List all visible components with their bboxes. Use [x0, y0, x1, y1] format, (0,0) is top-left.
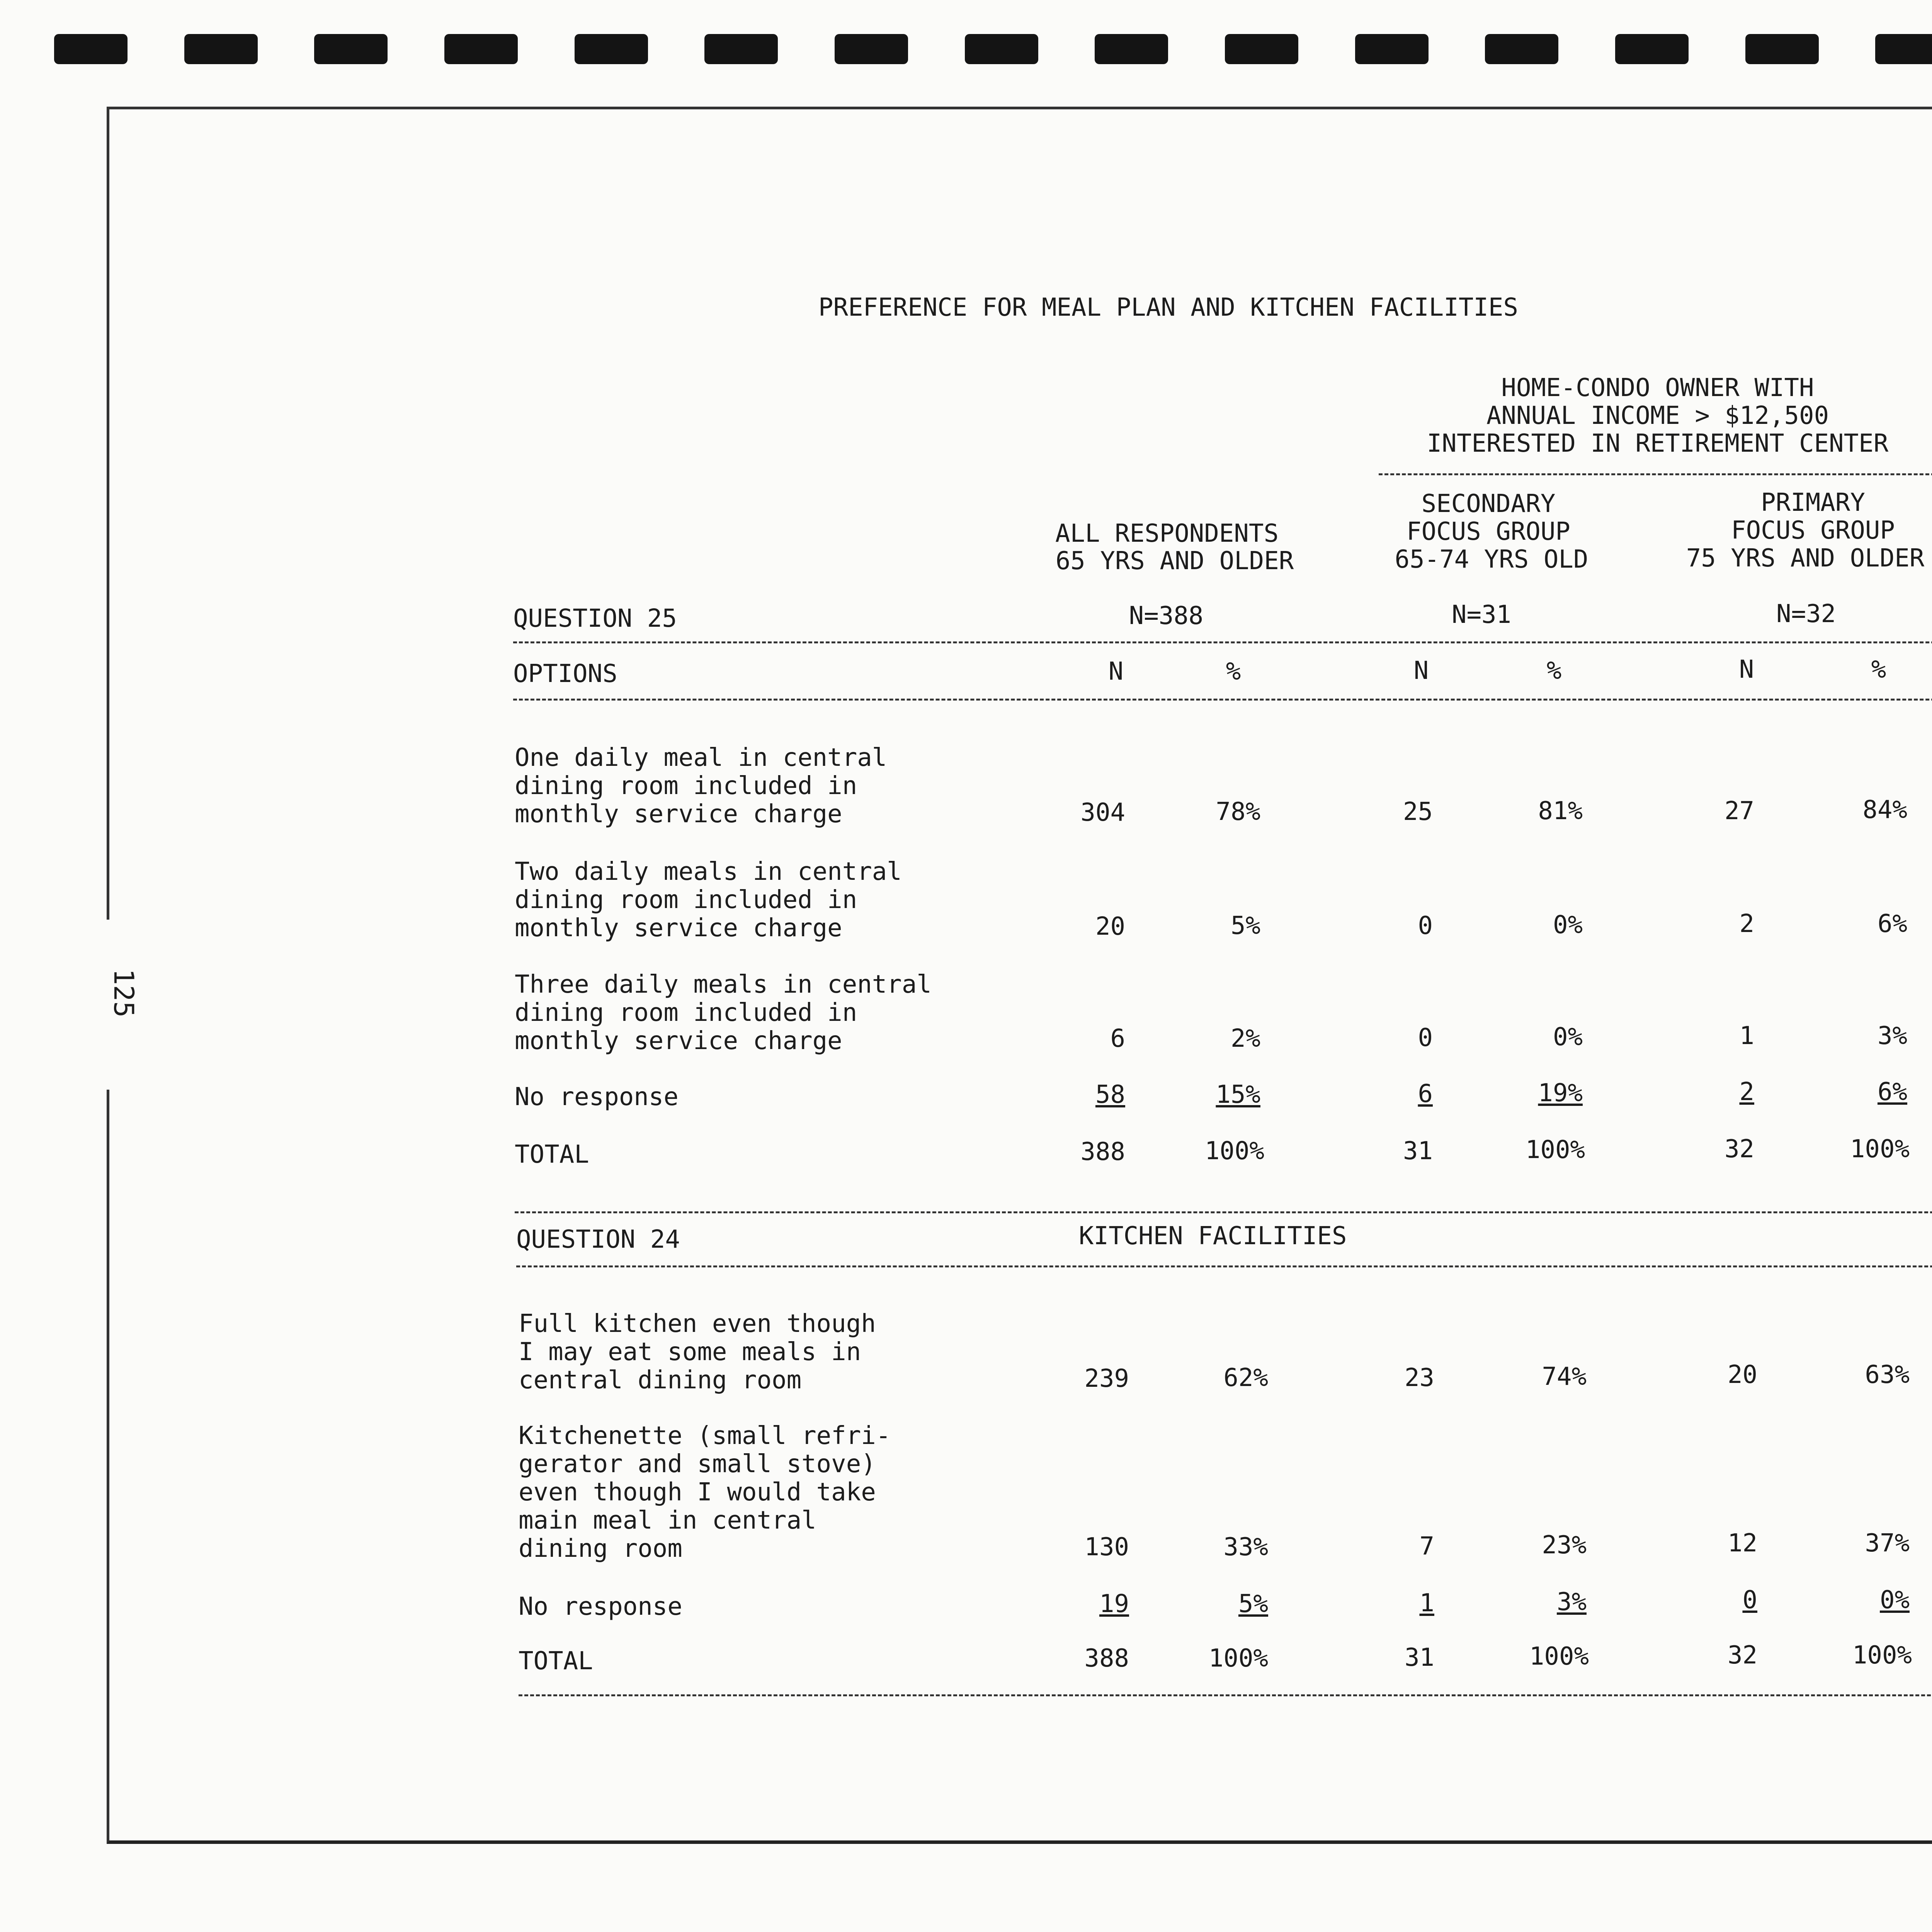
cell-pct: 2%	[1230, 1024, 1260, 1053]
column-header-line: ALL RESPONDENTS	[1055, 519, 1279, 548]
cell-pct: 74%	[1542, 1362, 1587, 1391]
column-n-count: N=31	[1451, 600, 1512, 629]
column-header-line: FOCUS GROUP	[1406, 517, 1570, 546]
cell-n: 31	[1404, 1643, 1434, 1672]
cell-n: 31	[1403, 1137, 1433, 1165]
cell-pct: 23%	[1542, 1531, 1587, 1560]
question-label: QUESTION 25	[513, 604, 677, 633]
option-label: Full kitchen even though I may eat some meals in central dining room	[519, 1310, 876, 1395]
page-title: PREFERENCE FOR MEAL PLAN AND KITCHEN FACILITIES	[818, 293, 1518, 322]
section-heading: KITCHEN FACILITIES	[1079, 1222, 1347, 1250]
cell-n: 0	[1418, 1024, 1433, 1052]
cell-n: 388	[1084, 1644, 1129, 1673]
divider	[1379, 473, 1932, 475]
column-header-line: 65-74 YRS OLD	[1395, 545, 1588, 574]
binder-hole	[835, 34, 908, 64]
cell-pct: 100%	[1529, 1642, 1589, 1671]
binder-hole	[1875, 34, 1932, 64]
option-label: One daily meal in central dining room included in monthly service charge	[515, 743, 887, 828]
cell-pct: 3%	[1877, 1022, 1907, 1050]
cell-pct: 100%	[1525, 1136, 1585, 1164]
total-label: TOTAL	[519, 1647, 593, 1675]
column-sub-n: N	[1413, 656, 1429, 685]
cell-n: 6	[1110, 1024, 1125, 1053]
binder-hole	[1095, 34, 1168, 64]
cell-pct: 63%	[1865, 1361, 1910, 1389]
cell-n: 239	[1084, 1364, 1129, 1393]
cell-pct: 100%	[1852, 1641, 1912, 1670]
cell-pct: 3%	[1556, 1588, 1587, 1616]
cell-n: 20	[1727, 1361, 1757, 1389]
cell-n: 0	[1418, 912, 1433, 940]
cell-n: 0	[1742, 1586, 1757, 1614]
column-sub-pct: %	[1226, 657, 1241, 686]
cell-n: 7	[1419, 1532, 1434, 1561]
binder-hole	[314, 34, 388, 64]
column-n-count: N=388	[1129, 602, 1204, 630]
total-label: TOTAL	[515, 1140, 589, 1169]
binder-hole	[1615, 34, 1689, 64]
binder-hole	[965, 34, 1038, 64]
cell-pct: 81%	[1538, 797, 1583, 825]
cell-pct: 0%	[1553, 911, 1583, 939]
cell-pct: 0%	[1879, 1586, 1910, 1614]
column-header-line: PRIMARY	[1761, 488, 1865, 517]
options-label: OPTIONS	[513, 660, 617, 688]
cell-n: 25	[1403, 798, 1433, 826]
option-label: Kitchenette (small refri- gerator and small stove) even though I would take main meal in central dining room	[519, 1422, 891, 1563]
column-header-line: 75 YRS AND OLDER	[1686, 544, 1925, 573]
page-frame	[107, 107, 1932, 1844]
cell-pct: 19%	[1538, 1079, 1583, 1107]
cell-pct: 78%	[1216, 798, 1260, 826]
binder-hole	[1355, 34, 1429, 64]
binder-hole	[184, 34, 258, 64]
cell-n: 19	[1099, 1590, 1129, 1618]
binder-hole	[54, 34, 128, 64]
cell-n: 2	[1739, 910, 1754, 938]
group-title-line: ANNUAL INCOME > $12,500	[1486, 401, 1829, 430]
column-n-count: N=32	[1776, 600, 1836, 628]
cell-n: 388	[1080, 1138, 1125, 1166]
cell-n: 32	[1727, 1641, 1757, 1670]
cell-n: 32	[1724, 1135, 1754, 1163]
divider	[516, 1265, 1932, 1267]
cell-pct: 5%	[1238, 1590, 1268, 1618]
cell-pct: 15%	[1216, 1080, 1260, 1109]
cell-n: 304	[1080, 798, 1125, 827]
column-header-line: FOCUS GROUP	[1731, 516, 1895, 545]
option-label: Two daily meals in central dining room included in monthly service charge	[515, 857, 902, 942]
cell-n: 1	[1419, 1589, 1434, 1617]
cell-pct: 100%	[1850, 1135, 1910, 1163]
divider	[519, 1694, 1932, 1696]
cell-n: 12	[1727, 1529, 1757, 1558]
binder-hole	[575, 34, 648, 64]
column-sub-n: N	[1739, 655, 1754, 684]
cell-pct: 0%	[1553, 1023, 1583, 1051]
option-label: No response	[515, 1083, 679, 1111]
cell-pct: 5%	[1230, 912, 1260, 940]
cell-n: 20	[1095, 912, 1125, 941]
cell-n: 1	[1739, 1022, 1754, 1050]
cell-pct: 100%	[1208, 1644, 1268, 1673]
divider	[513, 699, 1932, 701]
binder-hole	[1485, 34, 1558, 64]
cell-pct: 62%	[1223, 1364, 1268, 1392]
cell-n: 6	[1418, 1080, 1433, 1108]
binder-hole	[1745, 34, 1819, 64]
cell-n: 58	[1095, 1080, 1125, 1109]
cell-pct: 6%	[1877, 1078, 1907, 1106]
binder-hole	[1225, 34, 1298, 64]
cell-pct: 37%	[1865, 1529, 1910, 1558]
cell-pct: 100%	[1204, 1137, 1264, 1165]
question-label: QUESTION 24	[516, 1225, 680, 1254]
cell-n: 130	[1084, 1533, 1129, 1561]
cell-n: 27	[1724, 797, 1754, 825]
option-label: Three daily meals in central dining room included in monthly service charge	[515, 970, 932, 1055]
column-sub-pct: %	[1546, 656, 1562, 685]
binder-hole	[704, 34, 778, 64]
option-label: No response	[519, 1592, 682, 1621]
cell-pct: 6%	[1877, 910, 1907, 938]
column-sub-pct: %	[1871, 655, 1886, 684]
cell-n: 2	[1739, 1078, 1754, 1106]
group-title-line: HOME-CONDO OWNER WITH	[1501, 374, 1814, 402]
page-number: 125	[108, 968, 139, 1018]
column-sub-n: N	[1108, 657, 1124, 686]
cell-pct: 33%	[1223, 1533, 1268, 1561]
column-header-line: 65 YRS AND OLDER	[1055, 547, 1294, 575]
cell-pct: 84%	[1862, 796, 1907, 824]
binder-hole	[444, 34, 518, 64]
column-header-line: SECONDARY	[1421, 490, 1556, 518]
divider	[513, 641, 1932, 643]
group-title-line: INTERESTED IN RETIREMENT CENTER	[1427, 429, 1889, 458]
divider	[515, 1211, 1932, 1213]
cell-n: 23	[1404, 1364, 1434, 1392]
